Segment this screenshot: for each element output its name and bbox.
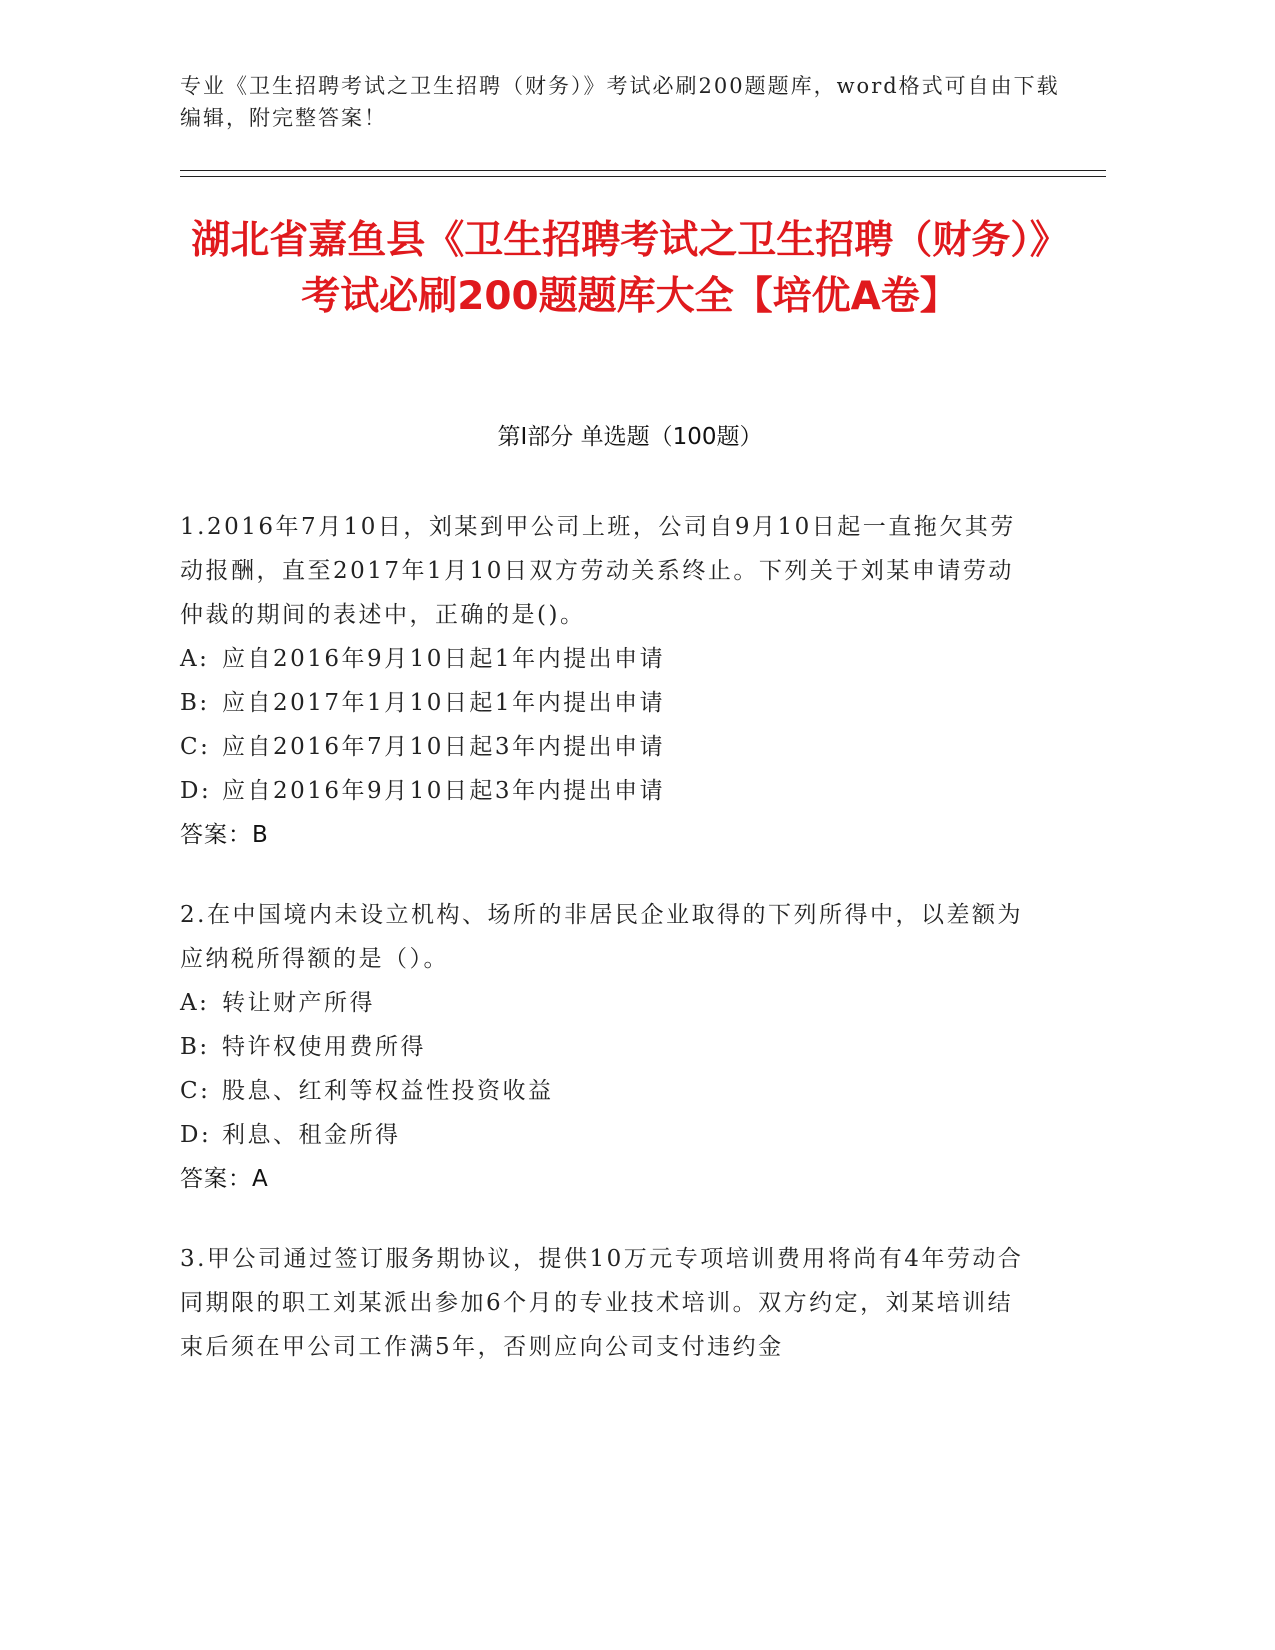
option-d — [180, 769, 1030, 813]
option-letter: A: — [180, 646, 210, 672]
option-text: 应自2016年7月10日起3年内提出申请 — [222, 734, 666, 760]
option-text: 利息、租金所得 — [222, 1122, 401, 1148]
question-item-2 — [180, 893, 1030, 1201]
option-letter: B: — [180, 1034, 210, 1060]
option-letter: D: — [180, 1122, 212, 1148]
header-divider-bottom — [180, 176, 1106, 177]
option-text: 转让财产所得 — [222, 990, 375, 1016]
document-title: 湖北省嘉鱼县《卫生招聘考试之卫生招聘（财务）》考试必刷200题题库大全【培优A卷】 — [191, 218, 1069, 319]
answer-line: 答案：B — [180, 822, 269, 848]
option-a — [180, 981, 1030, 1025]
option-text: 股息、红利等权益性投资收益 — [222, 1078, 554, 1104]
option-text: 应自2016年9月10日起1年内提出申请 — [222, 646, 666, 672]
answer-line: 答案：A — [180, 1166, 269, 1192]
option-text: 特许权使用费所得 — [222, 1034, 426, 1060]
option-letter: C: — [180, 734, 211, 760]
question-item-3 — [180, 1237, 1030, 1369]
option-b — [180, 1025, 1030, 1069]
option-c — [180, 725, 1030, 769]
section-title: 第I部分 单选题（100题） — [497, 424, 763, 450]
option-letter: C: — [180, 1078, 211, 1104]
question-list — [180, 505, 1030, 1405]
option-letter: A: — [180, 990, 210, 1016]
option-text: 应自2017年1月10日起1年内提出申请 — [222, 690, 666, 716]
question-text: 2.在中国境内未设立机构、场所的非居民企业取得的下列所得中，以差额为应纳税所得额的是（）。 — [180, 902, 1023, 972]
option-a — [180, 637, 1030, 681]
header-note: 专业《卫生招聘考试之卫生招聘（财务）》考试必刷200题题库，word格式可自由下载编辑，附完整答案！ — [180, 74, 1060, 130]
question-text: 1.2016年7月10日，刘某到甲公司上班，公司自9月10日起一直拖欠其劳动报酬，直至2017年1月10日双方劳动关系终止。下列关于刘某申请劳动仲裁的期间的表述中，正确的是()。 — [180, 514, 1016, 628]
question-text: 3.甲公司通过签订服务期协议，提供10万元专项培训费用将尚有4年劳动合同期限的职工刘某派出参加6个月的专业技术培训。双方约定，刘某培训结束后须在甲公司工作满5年，否则应向公司支付违约金 — [180, 1246, 1024, 1360]
option-letter: B: — [180, 690, 210, 716]
option-d — [180, 1113, 1030, 1157]
option-text: 应自2016年9月10日起3年内提出申请 — [222, 778, 666, 804]
option-letter: D: — [180, 778, 212, 804]
question-item-1 — [180, 505, 1030, 857]
header-divider-top — [180, 170, 1106, 171]
option-c — [180, 1069, 1030, 1113]
option-b — [180, 681, 1030, 725]
